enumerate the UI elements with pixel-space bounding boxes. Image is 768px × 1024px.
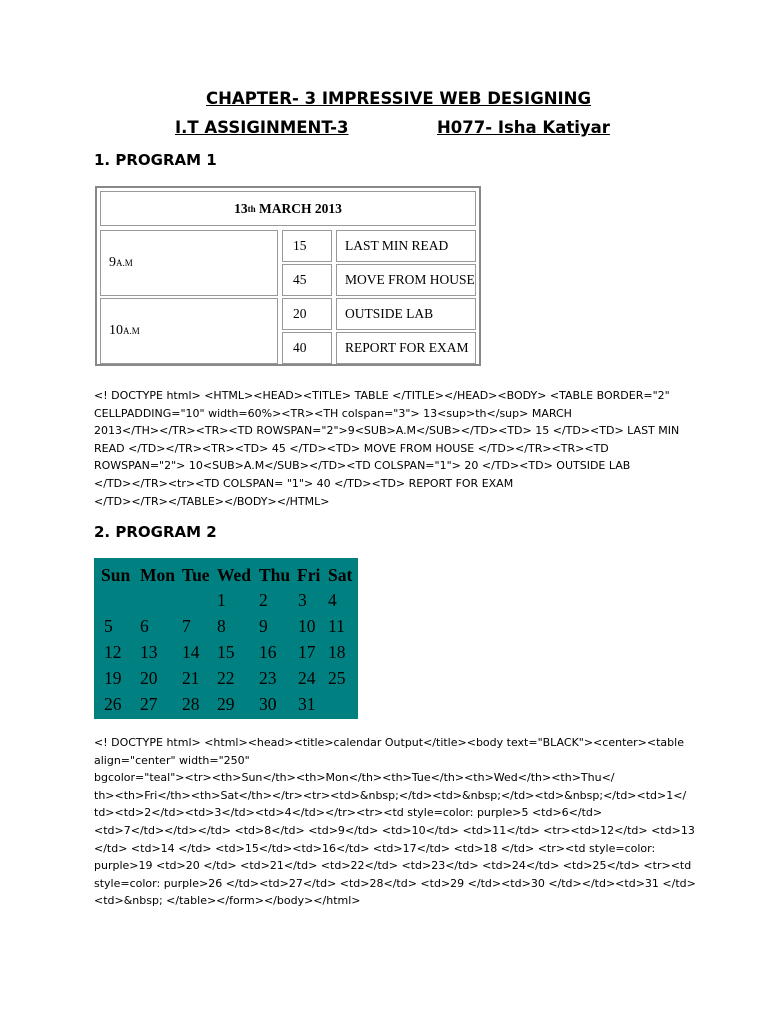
- calendar-date-cell: 11: [328, 616, 345, 636]
- calendar-date-cell: 25: [328, 668, 346, 688]
- calendar-date-cell: 14: [182, 642, 200, 662]
- table-header-date: [100, 191, 476, 226]
- calendar-date-cell: 28: [182, 694, 200, 714]
- student-label: H077- Isha Katiyar: [437, 118, 610, 137]
- table-task-cell: MOVE FROM HOUSE: [336, 264, 476, 296]
- code-line: align="center" width="250": [94, 753, 250, 767]
- table-time-cell: [100, 230, 278, 296]
- calendar-date-cell: 8: [217, 616, 226, 636]
- calendar-date-cell: 24: [298, 668, 316, 688]
- calendar-day-header: Tue: [182, 565, 210, 585]
- calendar-date-cell: 26: [104, 694, 122, 714]
- calendar-date-cell: 13: [140, 642, 158, 662]
- calendar-date-cell: 18: [328, 642, 346, 662]
- code-line: <td>&nbsp; </table></form></body></html>: [94, 894, 361, 908]
- calendar-date-cell: 5: [104, 616, 113, 636]
- code-line: td><td>2</td><td>3</td><td>4</td></tr><tr><td style=color: purple>5 <td>6</td>: [94, 806, 603, 820]
- table-num-cell: 20: [282, 298, 332, 330]
- document-title: CHAPTER- 3 IMPRESSIVE WEB DESIGNING: [206, 89, 592, 108]
- table-num-cell: 15: [282, 230, 332, 262]
- table-task-cell: OUTSIDE LAB: [336, 298, 476, 330]
- code-line: bgcolor="teal"><tr><th>Sun</th><th>Mon</th><th>Tue</th><th>Wed</th><th>Thu</: [94, 771, 615, 785]
- date-rest: MARCH 2013: [255, 200, 342, 216]
- code-line: <! DOCTYPE html> <html><head><title>calendar Output</title><body text="BLACK"><center><table: [94, 736, 684, 749]
- code-line: purple>19 <td>20 </td> <td>21</td> <td>22</td> <td>23</td> <td>24</td> <td>25</td> <tr><td: [94, 859, 692, 873]
- calendar-date-cell: 1: [217, 590, 226, 610]
- code-line: th><th>Fri</th><th>Sat</th></tr><tr><td>&nbsp;</td><td>&nbsp;</td><td>&nbsp;</td><td>1</: [94, 788, 687, 802]
- calendar-date-cell: 16: [259, 642, 277, 662]
- program2-heading: 2. PROGRAM 2: [94, 523, 217, 541]
- program1-heading: 1. PROGRAM 1: [94, 151, 217, 169]
- table-task-cell: LAST MIN READ: [336, 230, 476, 262]
- assignment-label: I.T ASSIGINMENT-3: [175, 118, 349, 137]
- time-sub: A.M: [123, 326, 140, 336]
- calendar-date-cell: 27: [140, 694, 158, 714]
- calendar-date-cell: 3: [298, 590, 307, 610]
- calendar-day-header: Fri: [297, 565, 321, 585]
- time-value: 9: [109, 255, 116, 270]
- time-sub: A.M: [116, 258, 133, 268]
- calendar-date-cell: 31: [298, 694, 316, 714]
- code-line: CELLPADDING="10" width=60%><TR><TH colspan="3"> 13<sup>th</sup> MARCH: [94, 406, 572, 420]
- table-task-cell: REPORT FOR EXAM: [336, 332, 476, 364]
- calendar-date-cell: 15: [217, 642, 235, 662]
- calendar-date-cell: 17: [298, 642, 316, 662]
- calendar-date-cell: 10: [298, 616, 316, 636]
- code-line: ROWSPAN="2"> 10<SUB>A.M</SUB></TD><TD COLSPAN="1"> 20 </TD><TD> OUTSIDE LAB: [94, 459, 631, 473]
- code-line: </TD></TR><tr><TD COLSPAN= "1"> 40 </TD><TD> REPORT FOR EXAM: [94, 476, 514, 490]
- code-line: 2013</TH></TR><TR><TD ROWSPAN="2">9<SUB>A.M</SUB></TD><TD> 15 </TD><TD> LAST MIN: [94, 424, 680, 438]
- program2-source-code: [94, 734, 696, 910]
- time-value: 10: [109, 323, 123, 338]
- code-line: <! DOCTYPE html> <HTML><HEAD><TITLE> TABLE </TITLE></HEAD><BODY> <TABLE BORDER="2": [94, 389, 670, 402]
- table-time-cell: [100, 298, 278, 364]
- calendar-day-header: Mon: [140, 565, 175, 585]
- calendar-date-cell: 22: [217, 668, 235, 688]
- date-sup: th: [247, 203, 256, 214]
- program1-source-code: [94, 387, 678, 510]
- calendar-date-cell: 4: [328, 590, 337, 610]
- date-day: 13: [234, 200, 248, 216]
- calendar-date-cell: 23: [259, 668, 277, 688]
- program2-calendar-output: [94, 558, 358, 719]
- calendar-date-cell: 7: [182, 616, 191, 636]
- table-num-cell: 45: [282, 264, 332, 296]
- calendar-date-cell: 2: [259, 590, 268, 610]
- program1-output-table: [95, 186, 481, 366]
- calendar-date-cell: 12: [104, 642, 122, 662]
- code-line: </TD></TR></TABLE></BODY></HTML>: [94, 494, 330, 508]
- table-num-cell: 40: [282, 332, 332, 364]
- calendar-date-cell: 19: [104, 668, 122, 688]
- code-line: <td>7</td></td></td> <td>8</td> <td>9</td> <td>10</td> <td>11</td> <tr><td>12</td> <td>13: [94, 823, 695, 837]
- code-line: </td> <td>14 </td> <td>15</td><td>16</td> <td>17</td> <td>18 </td> <tr><td style=color:: [94, 841, 656, 855]
- calendar-date-cell: 21: [182, 668, 200, 688]
- calendar-day-header: Sun: [101, 565, 131, 585]
- calendar-date-cell: 6: [140, 616, 149, 636]
- code-line: READ </TD></TR><TR><TD> 45 </TD><TD> MOVE FROM HOUSE </TD></TR><TR><TD: [94, 441, 609, 455]
- calendar-date-cell: 20: [140, 668, 158, 688]
- calendar-date-cell: 30: [259, 694, 277, 714]
- code-line: style=color: purple>26 </td><td>27</td> <td>28</td> <td>29 </td><td>30 </td></td><td>31 </td>: [94, 876, 696, 890]
- calendar-day-header: Wed: [217, 565, 252, 585]
- calendar-date-cell: 29: [217, 694, 235, 714]
- calendar-day-header: Thu: [259, 565, 291, 585]
- calendar-day-header: Sat: [328, 565, 353, 585]
- calendar-date-cell: 9: [259, 616, 268, 636]
